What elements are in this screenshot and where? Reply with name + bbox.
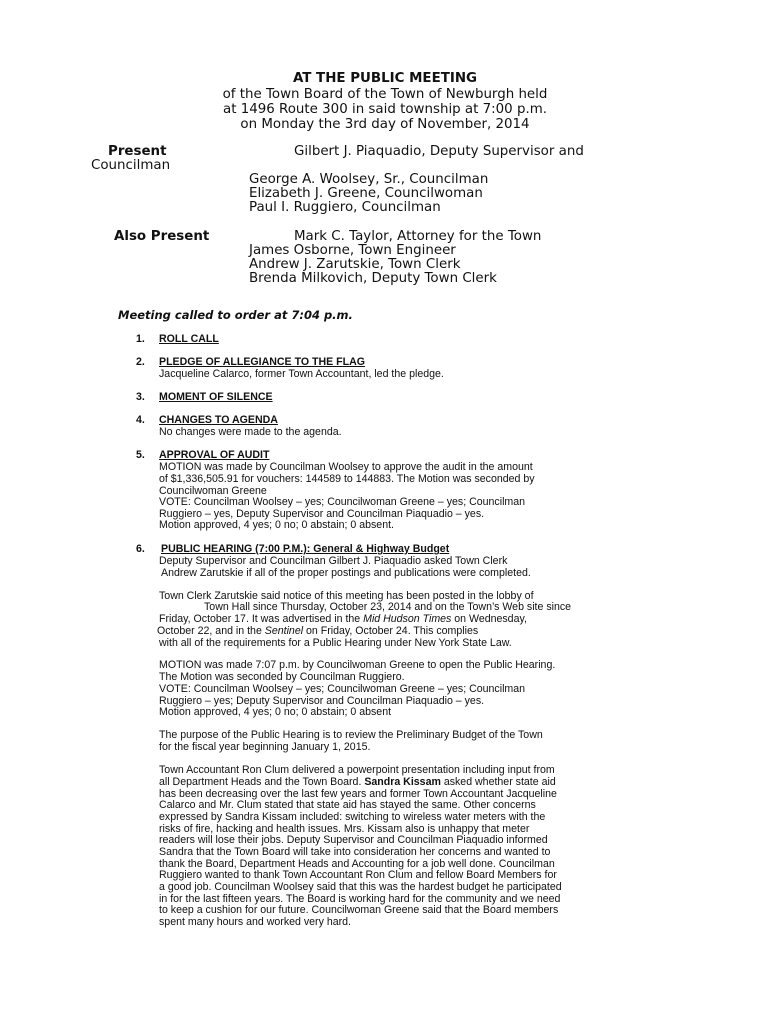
presentation-line: in for the last fifteen years. The Board is working hard for the community and we need: [159, 893, 561, 905]
item-number: 1.: [136, 333, 145, 345]
notice-line: Town Clerk Zarutskie said notice of this meeting has been posted in the lobby of: [159, 590, 534, 602]
item-title-moment-of-silence: MOMENT OF SILENCE: [159, 391, 273, 403]
presentation-line: Ruggiero wanted to thank Town Accountant Ron Clum and fellow Board Members for: [159, 869, 557, 881]
item-title-changes-to-agenda: CHANGES TO AGENDA: [159, 414, 278, 426]
also-present-label: Also Present: [114, 229, 210, 244]
motion-line: MOTION was made 7:07 p.m. by Councilwoman Greene to open the Public Hearing.: [159, 659, 556, 671]
also-present-member: Brenda Milkovich, Deputy Town Clerk: [249, 271, 497, 286]
header-line-1: of the Town Board of the Town of Newburgh held: [222, 87, 548, 102]
motion-line: VOTE: Councilman Woolsey – yes; Councilwoman Greene – yes; Councilman: [159, 683, 526, 695]
presentation-line: expressed by Sandra Kissam included: switching to wireless water meters with the: [159, 811, 546, 823]
present-member: George A. Woolsey, Sr., Councilman: [249, 172, 489, 187]
also-present-member: James Osborne, Town Engineer: [249, 243, 456, 258]
present-first-member: Gilbert J. Piaquadio, Deputy Supervisor and: [294, 144, 584, 159]
presentation-line: has been decreasing over the last few years and former Town Accountant Jacqueline: [159, 788, 557, 800]
newspaper-name: Sentinel: [264, 625, 304, 637]
header-line-3: on Monday the 3rd day of November, 2014: [240, 117, 530, 132]
presentation-line: Town Accountant Ron Clum delivered a powerpoint presentation including input from: [159, 764, 555, 776]
item-body-line: Councilwoman Greene: [159, 485, 267, 497]
motion-line: Ruggiero – yes; Deputy Supervisor and Councilman Piaquadio – yes.: [159, 695, 485, 707]
item-body-line: Motion approved, 4 yes; 0 no; 0 abstain; 0 absent.: [159, 519, 394, 531]
also-present-first-member: Mark C. Taylor, Attorney for the Town: [294, 229, 542, 244]
speaker-name: Sandra Kissam: [364, 776, 441, 788]
presentation-line: Calarco and Mr. Clum stated that state aid has stayed the same. Other concerns: [159, 799, 536, 811]
header-line-2: at 1496 Route 300 in said township at 7:00 p.m.: [222, 102, 548, 117]
present-member: Paul I. Ruggiero, Councilman: [249, 200, 441, 215]
purpose-line: The purpose of the Public Hearing is to review the Preliminary Budget of the Town: [159, 729, 543, 741]
motion-line: Motion approved, 4 yes; 0 no; 0 abstain; 0 absent: [159, 706, 392, 718]
notice-line: Town Hall since Thursday, October 23, 2014 and on the Town’s Web site since: [204, 601, 572, 613]
newspaper-name: Mid Hudson Times: [363, 613, 452, 625]
item-number: 4.: [136, 414, 145, 426]
presentation-line: spent many hours and worked very hard.: [159, 916, 351, 928]
hearing-intro-line: Deputy Supervisor and Councilman Gilbert J. Piaquadio asked Town Clerk: [159, 555, 508, 567]
item-body-line: No changes were made to the agenda.: [159, 426, 342, 438]
item-number: 6.: [136, 543, 145, 555]
presentation-line: risks of fire, hacking and health issues. Mrs. Kissam also is unhappy that meter: [159, 823, 530, 835]
item-title-public-hearing: PUBLIC HEARING (7:00 P.M.): General & Highway Budget: [161, 543, 450, 555]
item-number: 2.: [136, 356, 145, 368]
item-title-pledge: PLEDGE OF ALLEGIANCE TO THE FLAG: [159, 356, 365, 368]
item-body-line: Ruggiero – yes, Deputy Supervisor and Councilman Piaquadio – yes.: [159, 508, 485, 520]
item-title-roll-call: ROLL CALL: [159, 333, 219, 345]
also-present-member: Andrew J. Zarutskie, Town Clerk: [249, 257, 461, 272]
present-member: Elizabeth J. Greene, Councilwoman: [249, 186, 483, 201]
presentation-line: readers will lose their jobs. Deputy Supervisor and Councilman Piaquadio informed: [159, 834, 548, 846]
item-body-line: Jacqueline Calarco, former Town Accountant, led the pledge.: [159, 368, 444, 380]
presentation-line: thank the Board, Department Heads and Accounting for a job well done. Councilman: [159, 858, 555, 870]
notice-line: Friday, October 17. It was advertised in the Mid Hudson Times on Wednesday,: [159, 613, 527, 625]
called-to-order: Meeting called to order at 7:04 p.m.: [118, 308, 353, 322]
presentation-line: Sandra that the Town Board will take into consideration her concerns and wanted to: [159, 846, 551, 858]
item-number: 5.: [136, 449, 145, 461]
item-number: 3.: [136, 391, 145, 403]
notice-line: October 22, and in the Sentinel on Friday, October 24. This complies: [157, 625, 479, 637]
presentation-line: to keep a cushion for our future. Councilwoman Greene said that the Board members: [159, 904, 559, 916]
item-body-line: VOTE: Councilman Woolsey – yes; Councilwoman Greene – yes; Councilman: [159, 496, 526, 508]
purpose-line: for the fiscal year beginning January 1, 2015.: [159, 741, 371, 753]
item-title-approval-of-audit: APPROVAL OF AUDIT: [159, 449, 270, 461]
presentation-line: all Department Heads and the Town Board. Sandra Kissam asked whether state aid: [159, 776, 556, 788]
motion-line: The Motion was seconded by Councilman Ruggiero.: [159, 671, 405, 683]
presentation-line: a good job. Councilman Woolsey said that this was the hardest budget he participated: [159, 881, 562, 893]
item-body-line: of $1,336,505.91 for vouchers: 144589 to 144883. The Motion was seconded by: [159, 473, 535, 485]
present-first-member-cont: Councilman: [91, 158, 171, 173]
document-title: AT THE PUBLIC MEETING: [292, 71, 478, 86]
item-body-line: MOTION was made by Councilman Woolsey to approve the audit in the amount: [159, 461, 533, 473]
present-label: Present: [108, 144, 167, 159]
hearing-intro-line: Andrew Zarutskie if all of the proper postings and publications were completed.: [161, 567, 531, 579]
notice-line: with all of the requirements for a Public Hearing under New York State Law.: [159, 637, 512, 649]
